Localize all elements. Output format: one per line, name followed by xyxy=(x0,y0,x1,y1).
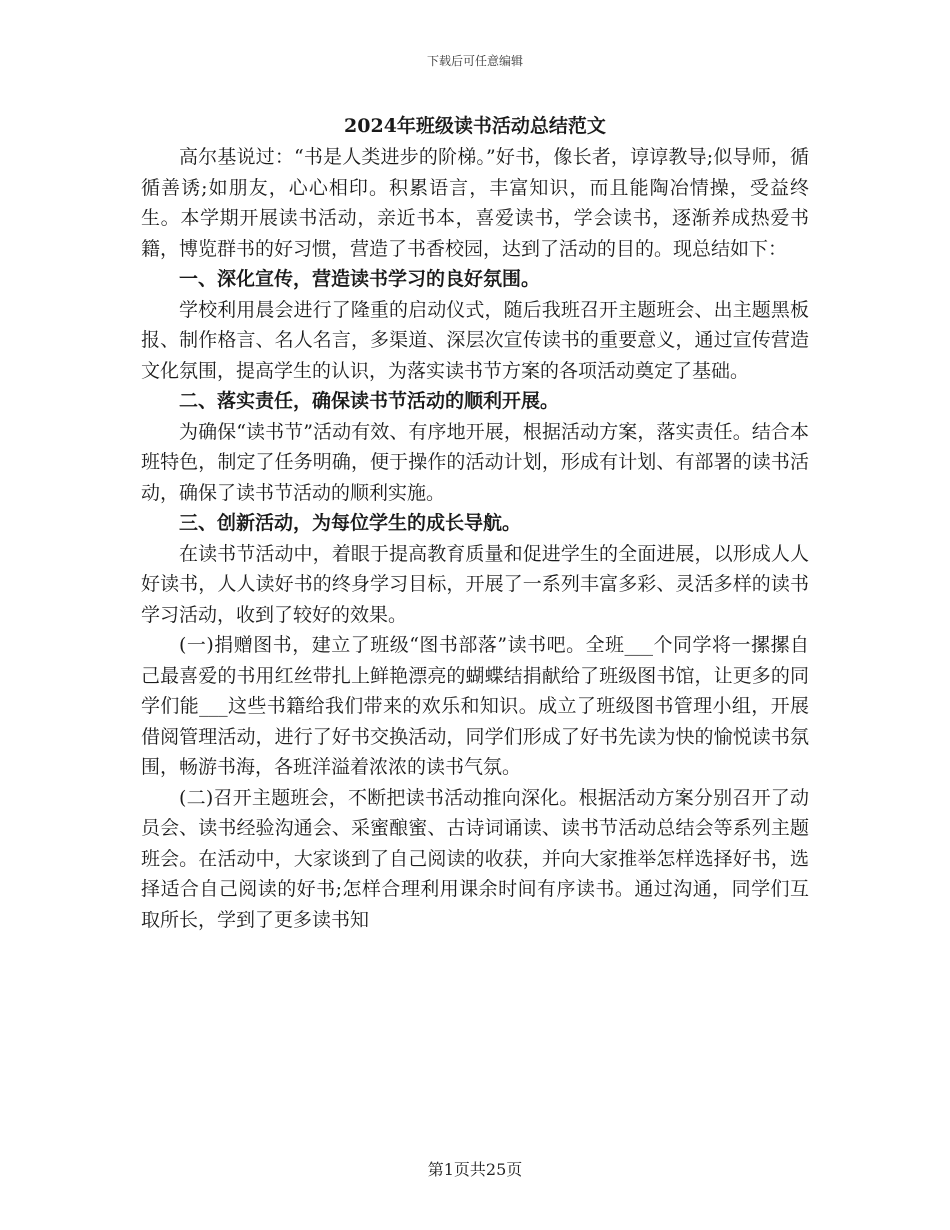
section-heading-3: 三、创新活动，为每位学生的成长导航。 xyxy=(179,512,522,534)
subsection-paragraph-2: (二)召开主题班会，不断把读书活动推向深化。根据活动方案分别召开了动员会、读书经验沟通会、采蜜酿蜜、古诗词诵读、读书节活动总结会等系列主题班会。在活动中，大家谈到了自己阅读的收获，并向大家推举怎样选择好书，选择适合自己阅读的好书;怎样合理利用课余时间有序读书。通过沟通，同学们互取所长，学到了更多读书知 xyxy=(141,786,809,931)
page-header-note: 下载后可任意编辑 xyxy=(426,54,523,68)
section-heading-2: 二、落实责任，确保读书节活动的顺利开展。 xyxy=(179,390,560,412)
section-paragraph-3: 在读书节活动中，着眼于提高教育质量和促进学生的全面进展，以形成人人好读书，人人读好书的终身学习目标，开展了一系列丰富多彩、灵活多样的读书学习活动，收到了较好的效果。 xyxy=(141,542,809,626)
subsection-paragraph-1: (一)捐赠图书，建立了班级“图书部落”读书吧。全班___个同学将一摞摞自己最喜爱的书用红丝带扎上鲜艳漂亮的蝴蝶结捐献给了班级图书馆，让更多的同学们能___这些书籍给我们带来的欢乐和知识。成立了班级图书管理小组，开展借阅管理活动，进行了好书交换活动，同学们形成了好书先读为快的愉悦读书氛围，畅游书海，各班洋溢着浓浓的读书气氛。 xyxy=(141,634,809,778)
section-paragraph-2: 为确保“读书节”活动有效、有序地开展，根据活动方案，落实责任。结合本班特色，制定了任务明确，便于操作的活动计划，形成有计划、有部署的读书活动，确保了读书节活动的顺利实施。 xyxy=(141,420,809,504)
section-heading-1: 一、深化宣传，营造读书学习的良好氛围。 xyxy=(179,268,541,290)
page-number-footer: 第1页共25页 xyxy=(427,1160,523,1179)
document-body xyxy=(141,142,809,935)
section-paragraph-1: 学校利用晨会进行了隆重的启动仪式，随后我班召开主题班会、出主题黑板报、制作格言、名人名言，多渠道、深层次宣传读书的重要意义，通过宣传营造文化氛围，提高学生的认识，为落实读书节方案的各项活动奠定了基础。 xyxy=(141,298,809,382)
intro-paragraph: 高尔基说过：“书是人类进步的阶梯。”好书，像长者，谆谆教导;似导师，循循善诱;如朋友，心心相印。积累语言，丰富知识，而且能陶冶情操，受益终生。本学期开展读书活动，亲近书本，喜爱读书，学会读书，逐渐养成热爱书籍，博览群书的好习惯，营造了书香校园，达到了活动的目的。现总结如下： xyxy=(141,146,809,260)
document-title: 2024年班级读书活动总结范文 xyxy=(344,115,606,137)
